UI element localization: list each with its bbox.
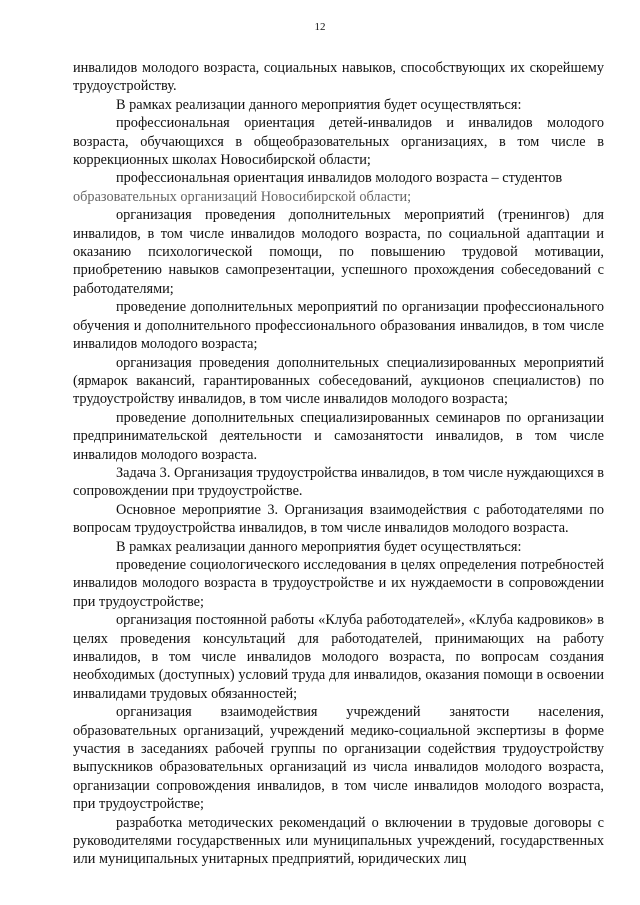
paragraph-job-fairs: организация проведения дополнительных специализированных мероприятий (ярмарок вакансий, гарантированных собеседований, аукционов специалистов) по трудоустройству инвалидов, в том числе инвалидов молодого возраста; [73,354,604,408]
paragraph-seminars: проведение дополнительных специализированных семинаров по организации предпринимательской деятельности и самозанятости инвалидов, в том числе инвалидов молодого возраста. [73,409,604,463]
paragraph-continuation: инвалидов молодого возраста, социальных навыков, способствующих их скорейшему трудоустройству. [73,60,604,95]
paragraph-methodical-recommendations: разработка методических рекомендаций о включении в трудовые договоры с руководителями государственных или муниципальных учреждений, государственных или муниципальных унитарных предприятий, юридических лиц [73,814,604,868]
paragraph-career-guidance-children: профессиональная ориентация детей-инвалидов и инвалидов молодого возраста, обучающихся в общеобразовательных организациях, в том числе в коррекционных школах Новосибирской области; [73,115,604,169]
paragraph-vocational-training: проведение дополнительных мероприятий по организации профессионального обучения и дополнительного профессионального образования инвалидов, в том числе инвалидов молодого возраста; [73,299,604,353]
paragraph-employers-club: организация постоянной работы «Клуба работодателей», «Клуба кадровиков» в целях проведения консультаций для работодателей, принимающих на работу инвалидов, в том числе инвалидов молодого возраста, по вопросам создания необходимых (доступных) условий труда для инвалидов, оказания помощи в освоении инвалидами трудовых обязанностей; [73,612,604,702]
paragraph-career-guidance-students: профессиональная ориентация инвалидов молодого возраста – студентов [116,170,563,187]
paragraph-main-activity-3: Основное мероприятие 3. Организация взаимодействия с работодателями по вопросам трудоустройства инвалидов, в том числе инвалидов молодого возраста. [73,501,604,537]
paragraph-task-3: Задача 3. Организация трудоустройства инвалидов, в том числе нуждающихся в сопровождении при трудоустройстве. [73,464,604,500]
paragraph-trainings: организация проведения дополнительных мероприятий (тренингов) для инвалидов, в том числе инвалидов молодого возраста, по социальной адаптации и оказанию психологической помощи, по повышению трудовой мотивации, приобретению навыков самопрезентации, успешного прохождения собеседований с работодателями; [73,207,604,297]
paragraph-intro: В рамках реализации данного мероприятия будет осуществляться: [116,96,522,113]
page-number: 12 [314,21,326,33]
paragraph-intro-2: В рамках реализации данного мероприятия будет осуществляться: [116,538,522,555]
document-body [73,59,604,869]
paragraph-sociological-study: проведение социологического исследования в целях определения потребностей инвалидов молодого возраста в трудоустройстве и их нуждаемости в сопровождении при трудоустройстве; [73,556,604,610]
paragraph-career-guidance-students-continued: образовательных организаций Новосибирской области; [73,188,412,205]
paragraph-interaction: организация взаимодействия учреждений занятости населения, образовательных организаций, учреждений медико-социальной экспертизы в форме участия в заседаниях рабочей группы по организации содействия трудоустройству выпускников образовательных организаций из числа инвалидов молодого возраста, организации сопровождения инвалидов, в том числе инвалидов молодого возраста, при трудоустройстве; [73,704,604,813]
